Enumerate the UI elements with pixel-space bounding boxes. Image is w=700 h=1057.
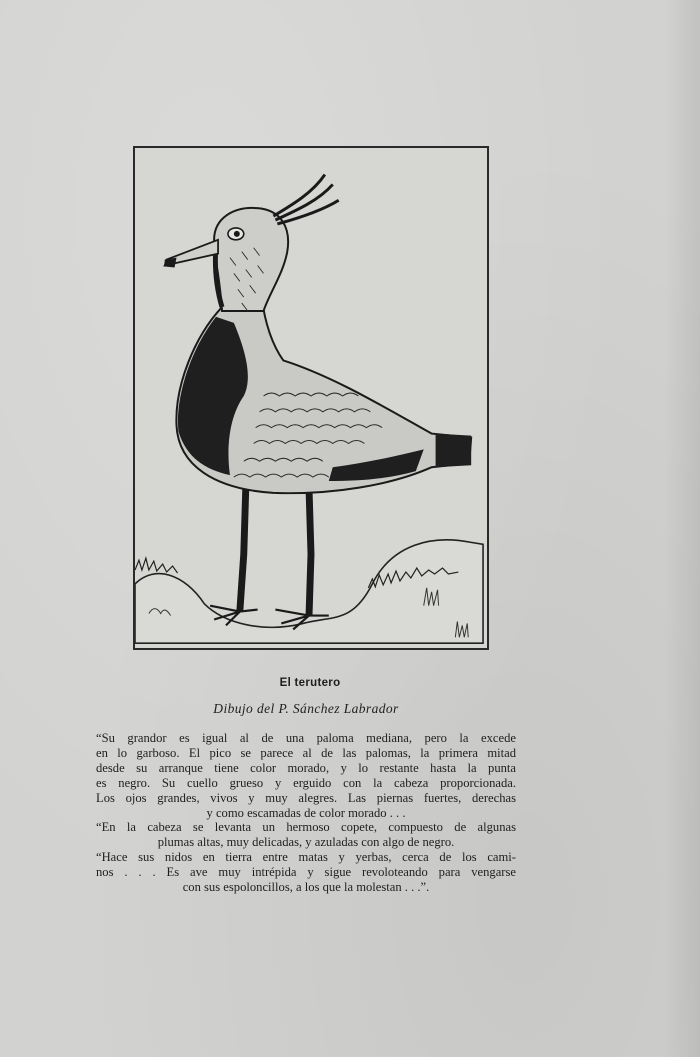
bird-illustration bbox=[133, 146, 489, 650]
quote-line: con sus espoloncillos, a los que la molestan . . .”. bbox=[182, 880, 430, 895]
tail bbox=[436, 434, 472, 468]
right-leg bbox=[309, 489, 311, 616]
bird-head-neck bbox=[214, 208, 288, 311]
quote-line: “En la cabeza se levanta un hermoso copete, compuesto de algunas bbox=[96, 820, 516, 835]
quote-line: nos . . . Es ave muy intrépida y sigue revoloteando para vengarse bbox=[96, 865, 516, 880]
quote-line: y como escamadas de color morado . . . bbox=[206, 805, 406, 820]
quote-line: “Hace sus nidos en tierra entre matas y yerbas, cerca de los cami- bbox=[96, 850, 516, 865]
grass-left bbox=[135, 558, 178, 573]
left-leg bbox=[240, 489, 246, 612]
quote-line: desde su arranque tiene color morado, y lo restante hasta la punta bbox=[96, 760, 516, 775]
quote-line: es negro. Su cuello grueso y erguido con la cabeza proporcionada. bbox=[96, 775, 516, 790]
figure-credit: Dibujo del P. Sánchez Labrador bbox=[213, 701, 399, 716]
quote-line: “Su grandor es igual al de una paloma mediana, pero la excede bbox=[96, 731, 516, 745]
terutero-drawing bbox=[135, 148, 487, 648]
quote-block bbox=[96, 731, 516, 895]
page-edge-shadow bbox=[664, 0, 700, 1057]
quote-line: plumas altas, muy delicadas, y azuladas con algo de negro. bbox=[157, 835, 455, 850]
pupil bbox=[234, 231, 240, 237]
figure-title: El terutero bbox=[279, 677, 341, 689]
crest bbox=[273, 175, 338, 224]
quote-line: en lo garboso. El pico se parece al de las palomas, la primera mitad bbox=[96, 745, 516, 760]
quote-line: Los ojos grandes, vivos y muy alegres. Las piernas fuertes, derechas bbox=[96, 790, 516, 805]
